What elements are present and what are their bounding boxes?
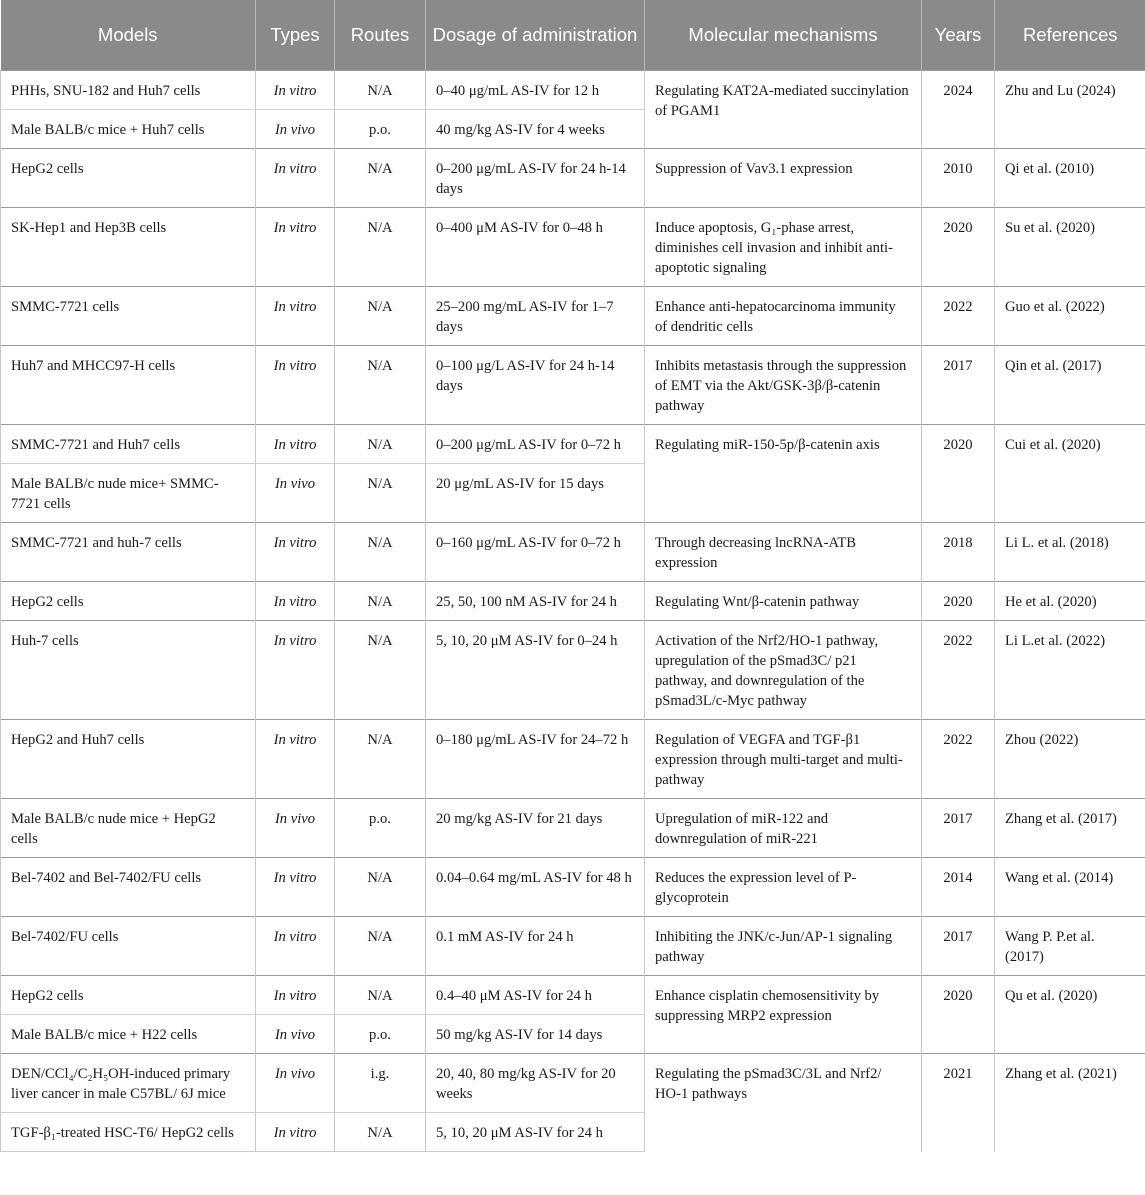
route-cell: i.g. bbox=[335, 1054, 426, 1113]
year-cell: 2020 bbox=[922, 208, 995, 287]
type-cell: In vitro bbox=[256, 208, 335, 287]
header-references: References bbox=[995, 0, 1145, 71]
mechanism-cell: Reduces the expression level of P-glycoprotein bbox=[645, 858, 922, 917]
dosage-cell: 20 μg/mL AS-IV for 15 days bbox=[426, 464, 645, 523]
header-mechanisms: Molecular mechanisms bbox=[645, 0, 922, 71]
mechanism-cell: Activation of the Nrf2/HO-1 pathway, upregulation of the pSmad3C/ p21 pathway, and downregulation of the pSmad3L/c-Myc pathway bbox=[645, 621, 922, 720]
mechanism-cell: Inhibits metastasis through the suppression of EMT via the Akt/GSK-3β/β-catenin pathway bbox=[645, 346, 922, 425]
model-cell: HepG2 cells bbox=[1, 149, 256, 208]
type-cell: In vitro bbox=[256, 149, 335, 208]
model-cell: Huh7 and MHCC97-H cells bbox=[1, 346, 256, 425]
reference-cell: Wang P. P.et al. (2017) bbox=[995, 917, 1145, 976]
model-cell: HepG2 cells bbox=[1, 582, 256, 621]
dosage-cell: 25, 50, 100 nM AS-IV for 24 h bbox=[426, 582, 645, 621]
table-row bbox=[1, 621, 1145, 720]
year-cell: 2017 bbox=[922, 346, 995, 425]
model-cell: PHHs, SNU-182 and Huh7 cells bbox=[1, 71, 256, 110]
route-cell: N/A bbox=[335, 582, 426, 621]
model-cell: HepG2 cells bbox=[1, 976, 256, 1015]
mechanism-cell: Induce apoptosis, G₁-phase arrest, diminishes cell invasion and inhibit anti-apoptotic signaling bbox=[645, 208, 922, 287]
table-row bbox=[1, 425, 1145, 464]
table-row bbox=[1, 287, 1145, 346]
model-cell: SK-Hep1 and Hep3B cells bbox=[1, 208, 256, 287]
dosage-cell: 25–200 mg/mL AS-IV for 1–7 days bbox=[426, 287, 645, 346]
model-cell: Huh-7 cells bbox=[1, 621, 256, 720]
model-cell: Bel-7402/FU cells bbox=[1, 917, 256, 976]
table-row bbox=[1, 720, 1145, 799]
table-row bbox=[1, 346, 1145, 425]
year-cell: 2020 bbox=[922, 976, 995, 1054]
mechanism-cell: Regulating KAT2A-mediated succinylation of PGAM1 bbox=[645, 71, 922, 149]
model-cell: SMMC-7721 cells bbox=[1, 287, 256, 346]
route-cell: N/A bbox=[335, 976, 426, 1015]
dosage-cell: 0.1 mM AS-IV for 24 h bbox=[426, 917, 645, 976]
type-cell: In vitro bbox=[256, 1113, 335, 1152]
model-cell: Male BALB/c mice + H22 cells bbox=[1, 1015, 256, 1054]
reference-cell: Qin et al. (2017) bbox=[995, 346, 1145, 425]
model-cell: TGF-β₁-treated HSC-T6/ HepG2 cells bbox=[1, 1113, 256, 1152]
route-cell: N/A bbox=[335, 149, 426, 208]
year-cell: 2014 bbox=[922, 858, 995, 917]
mechanism-cell: Regulating miR-150-5p/β-catenin axis bbox=[645, 425, 922, 523]
year-cell: 2024 bbox=[922, 71, 995, 149]
table-row bbox=[1, 523, 1145, 582]
table-row bbox=[1, 917, 1145, 976]
type-cell: In vivo bbox=[256, 1054, 335, 1113]
dosage-cell: 0–180 μg/mL AS-IV for 24–72 h bbox=[426, 720, 645, 799]
year-cell: 2018 bbox=[922, 523, 995, 582]
reference-cell: Qu et al. (2020) bbox=[995, 976, 1145, 1054]
type-cell: In vitro bbox=[256, 720, 335, 799]
dosage-cell: 40 mg/kg AS-IV for 4 weeks bbox=[426, 110, 645, 149]
dosage-cell: 5, 10, 20 μM AS-IV for 24 h bbox=[426, 1113, 645, 1152]
model-cell: Male BALB/c nude mice+ SMMC-7721 cells bbox=[1, 464, 256, 523]
year-cell: 2022 bbox=[922, 621, 995, 720]
dosage-cell: 0–200 μg/mL AS-IV for 0–72 h bbox=[426, 425, 645, 464]
dosage-cell: 0.04–0.64 mg/mL AS-IV for 48 h bbox=[426, 858, 645, 917]
dosage-cell: 20 mg/kg AS-IV for 21 days bbox=[426, 799, 645, 858]
type-cell: In vitro bbox=[256, 582, 335, 621]
mechanism-cell: Through decreasing lncRNA-ATB expression bbox=[645, 523, 922, 582]
mechanism-cell: Inhibiting the JNK/c-Jun/AP-1 signaling pathway bbox=[645, 917, 922, 976]
type-cell: In vitro bbox=[256, 858, 335, 917]
reference-cell: Wang et al. (2014) bbox=[995, 858, 1145, 917]
type-cell: In vitro bbox=[256, 346, 335, 425]
reference-cell: He et al. (2020) bbox=[995, 582, 1145, 621]
reference-cell: Zhang et al. (2021) bbox=[995, 1054, 1145, 1152]
mechanism-cell: Regulation of VEGFA and TGF-β1 expression through multi-target and multi-pathway bbox=[645, 720, 922, 799]
header-years: Years bbox=[922, 0, 995, 71]
year-cell: 2017 bbox=[922, 799, 995, 858]
route-cell: p.o. bbox=[335, 1015, 426, 1054]
model-cell: HepG2 and Huh7 cells bbox=[1, 720, 256, 799]
header-types: Types bbox=[256, 0, 335, 71]
year-cell: 2010 bbox=[922, 149, 995, 208]
route-cell: N/A bbox=[335, 523, 426, 582]
model-cell: DEN/CCl₄/C₂H₅OH-induced primary liver cancer in male C57BL/ 6J mice bbox=[1, 1054, 256, 1113]
table-row bbox=[1, 71, 1145, 110]
year-cell: 2022 bbox=[922, 720, 995, 799]
year-cell: 2017 bbox=[922, 917, 995, 976]
reference-cell: Li L.et al. (2022) bbox=[995, 621, 1145, 720]
dosage-cell: 0–400 μM AS-IV for 0–48 h bbox=[426, 208, 645, 287]
reference-cell: Li L. et al. (2018) bbox=[995, 523, 1145, 582]
route-cell: N/A bbox=[335, 1113, 426, 1152]
type-cell: In vitro bbox=[256, 523, 335, 582]
model-cell: SMMC-7721 and huh-7 cells bbox=[1, 523, 256, 582]
dosage-cell: 20, 40, 80 mg/kg AS-IV for 20 weeks bbox=[426, 1054, 645, 1113]
dosage-cell: 0–200 μg/mL AS-IV for 24 h-14 days bbox=[426, 149, 645, 208]
route-cell: N/A bbox=[335, 287, 426, 346]
year-cell: 2020 bbox=[922, 425, 995, 523]
mechanism-cell: Regulating the pSmad3C/3L and Nrf2/ HO-1 pathways bbox=[645, 1054, 922, 1152]
dosage-cell: 0–40 μg/mL AS-IV for 12 h bbox=[426, 71, 645, 110]
reference-cell: Su et al. (2020) bbox=[995, 208, 1145, 287]
model-cell: Male BALB/c mice + Huh7 cells bbox=[1, 110, 256, 149]
route-cell: N/A bbox=[335, 917, 426, 976]
model-cell: Bel-7402 and Bel-7402/FU cells bbox=[1, 858, 256, 917]
type-cell: In vitro bbox=[256, 621, 335, 720]
mechanism-cell: Enhance cisplatin chemosensitivity by suppressing MRP2 expression bbox=[645, 976, 922, 1054]
route-cell: N/A bbox=[335, 621, 426, 720]
route-cell: N/A bbox=[335, 464, 426, 523]
mechanism-cell: Enhance anti-hepatocarcinoma immunity of dendritic cells bbox=[645, 287, 922, 346]
reference-cell: Cui et al. (2020) bbox=[995, 425, 1145, 523]
reference-cell: Zhou (2022) bbox=[995, 720, 1145, 799]
dosage-cell: 0.4–40 μM AS-IV for 24 h bbox=[426, 976, 645, 1015]
dosage-cell: 0–100 μg/L AS-IV for 24 h-14 days bbox=[426, 346, 645, 425]
table-row bbox=[1, 208, 1145, 287]
route-cell: N/A bbox=[335, 71, 426, 110]
reference-cell: Guo et al. (2022) bbox=[995, 287, 1145, 346]
table-row bbox=[1, 1054, 1145, 1113]
type-cell: In vivo bbox=[256, 799, 335, 858]
table-row bbox=[1, 582, 1145, 621]
year-cell: 2022 bbox=[922, 287, 995, 346]
route-cell: p.o. bbox=[335, 799, 426, 858]
mechanism-cell: Regulating Wnt/β-catenin pathway bbox=[645, 582, 922, 621]
table-row bbox=[1, 976, 1145, 1015]
route-cell: N/A bbox=[335, 346, 426, 425]
mechanism-cell: Suppression of Vav3.1 expression bbox=[645, 149, 922, 208]
type-cell: In vitro bbox=[256, 917, 335, 976]
header-dosage: Dosage of administration bbox=[426, 0, 645, 71]
type-cell: In vitro bbox=[256, 976, 335, 1015]
year-cell: 2021 bbox=[922, 1054, 995, 1152]
route-cell: N/A bbox=[335, 858, 426, 917]
model-cell: Male BALB/c nude mice + HepG2 cells bbox=[1, 799, 256, 858]
table-row bbox=[1, 149, 1145, 208]
route-cell: N/A bbox=[335, 425, 426, 464]
route-cell: p.o. bbox=[335, 110, 426, 149]
table-row bbox=[1, 799, 1145, 858]
header-row bbox=[1, 0, 1145, 71]
route-cell: N/A bbox=[335, 208, 426, 287]
type-cell: In vivo bbox=[256, 110, 335, 149]
mechanism-cell: Upregulation of miR-122 and downregulation of miR-221 bbox=[645, 799, 922, 858]
dosage-cell: 50 mg/kg AS-IV for 14 days bbox=[426, 1015, 645, 1054]
reference-cell: Zhu and Lu (2024) bbox=[995, 71, 1145, 149]
reference-cell: Qi et al. (2010) bbox=[995, 149, 1145, 208]
type-cell: In vitro bbox=[256, 287, 335, 346]
route-cell: N/A bbox=[335, 720, 426, 799]
header-routes: Routes bbox=[335, 0, 426, 71]
type-cell: In vivo bbox=[256, 464, 335, 523]
model-cell: SMMC-7721 and Huh7 cells bbox=[1, 425, 256, 464]
dosage-cell: 5, 10, 20 μM AS-IV for 0–24 h bbox=[426, 621, 645, 720]
type-cell: In vitro bbox=[256, 425, 335, 464]
type-cell: In vitro bbox=[256, 71, 335, 110]
reference-cell: Zhang et al. (2017) bbox=[995, 799, 1145, 858]
dosage-cell: 0–160 μg/mL AS-IV for 0–72 h bbox=[426, 523, 645, 582]
year-cell: 2020 bbox=[922, 582, 995, 621]
header-models: Models bbox=[1, 0, 256, 71]
table-row bbox=[1, 858, 1145, 917]
type-cell: In vivo bbox=[256, 1015, 335, 1054]
